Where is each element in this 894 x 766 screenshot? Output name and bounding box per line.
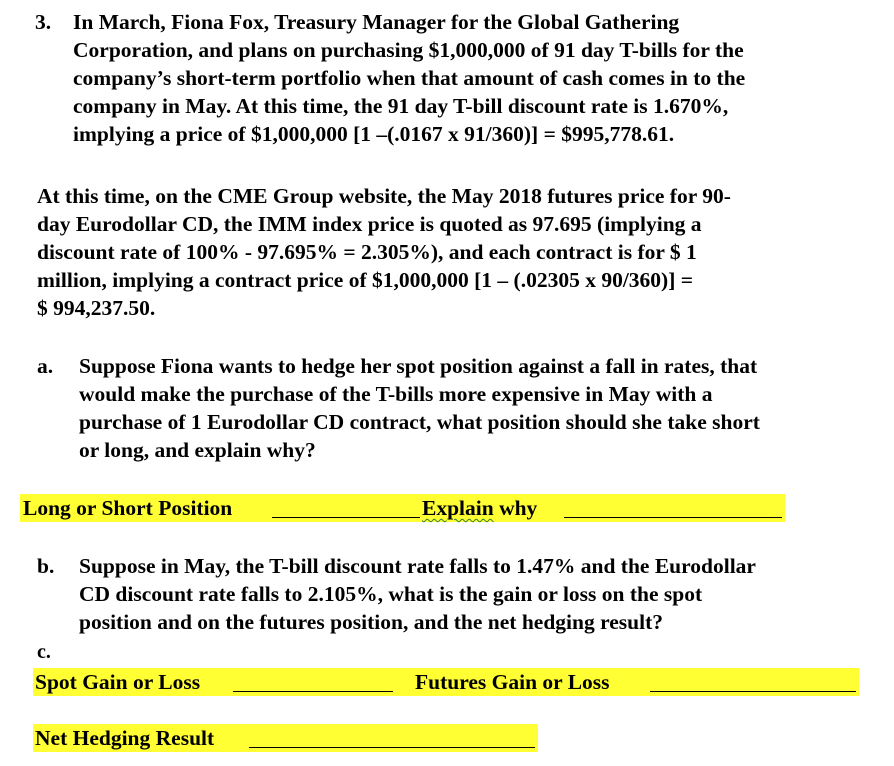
text-line: implying a price of $1,000,000 [1 –(.0167 x 91/360)] = $995,778.61. xyxy=(73,122,675,146)
text-line: discount rate of 100% - 97.695% = 2.305%), and each contract is for $ 1 xyxy=(37,240,697,264)
explain-word: Explain xyxy=(422,496,494,520)
part-b-question xyxy=(79,552,756,636)
text-line: position and on the futures position, and the net hedging result? xyxy=(79,610,664,634)
text-line: Suppose in May, the T-bill discount rate falls to 1.47% and the Eurodollar xyxy=(79,554,756,578)
text-line: day Eurodollar CD, the IMM index price is quoted as 97.695 (implying a xyxy=(37,212,702,236)
explain-answer-blank[interactable] xyxy=(564,497,782,518)
explain-rest: why xyxy=(493,496,538,520)
text-line: million, implying a contract price of $1,000,000 [1 – (.02305 x 90/360)] = xyxy=(37,268,693,292)
part-b-letter: b. xyxy=(37,554,55,578)
text-line: would make the purchase of the T-bills more expensive in May with a xyxy=(79,382,713,406)
question-number: 3. xyxy=(35,10,52,34)
text-line: CD discount rate falls to 2.105%, what is the gain or loss on the spot xyxy=(79,582,703,606)
spot-gain-label: Spot Gain or Loss xyxy=(35,670,201,694)
position-label: Long or Short Position xyxy=(23,496,233,520)
text-line: purchase of 1 Eurodollar CD contract, what position should she take short xyxy=(79,410,760,434)
text-line: Corporation, and plans on purchasing $1,000,000 of 91 day T-bills for the xyxy=(73,38,744,62)
net-hedging-row xyxy=(33,724,538,752)
position-answer-blank[interactable] xyxy=(272,497,420,518)
part-a-letter: a. xyxy=(37,354,54,378)
net-hedging-label: Net Hedging Result xyxy=(35,726,215,750)
part-c-letter: c. xyxy=(37,641,51,663)
spot-gain-row xyxy=(33,668,859,696)
text-line: In March, Fiona Fox, Treasury Manager for the Global Gathering xyxy=(73,10,680,34)
futures-gain-blank[interactable] xyxy=(650,671,856,692)
explain-label xyxy=(422,494,537,522)
spot-gain-blank[interactable] xyxy=(233,671,393,692)
text-line: At this time, on the CME Group website, the May 2018 futures price for 90- xyxy=(37,184,731,208)
question-paragraph xyxy=(73,8,745,148)
net-hedging-blank[interactable] xyxy=(249,727,535,748)
part-a-question xyxy=(79,352,760,464)
text-line: Suppose Fiona wants to hedge her spot position against a fall in rates, that xyxy=(79,354,758,378)
text-line: or long, and explain why? xyxy=(79,438,316,462)
text-line: $ 994,237.50. xyxy=(37,296,156,320)
futures-gain-label: Futures Gain or Loss xyxy=(415,670,610,694)
futures-paragraph xyxy=(37,182,731,322)
text-line: company in May. At this time, the 91 day T-bill discount rate is 1.670%, xyxy=(73,94,729,118)
position-answer-row xyxy=(20,494,785,522)
text-line: company’s short-term portfolio when that amount of cash comes in to the xyxy=(73,66,746,90)
